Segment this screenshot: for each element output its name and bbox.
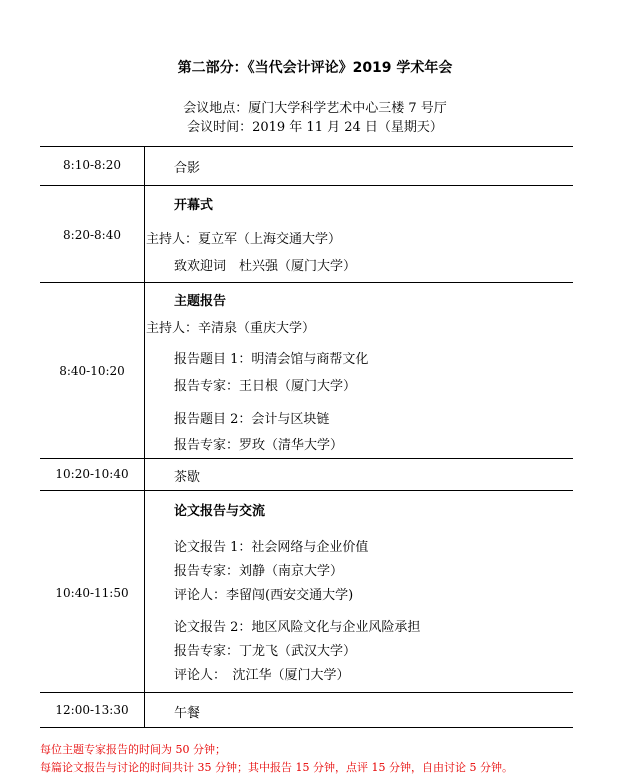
table-rule bbox=[40, 282, 573, 283]
date-line: 会议时间：2019 年 11 月 24 日（星期天） bbox=[187, 120, 443, 135]
session-host: 主持人：辛清泉（重庆大学） bbox=[146, 321, 316, 336]
session-heading: 开幕式 bbox=[174, 198, 214, 213]
footnote: 每位主题专家报告的时间为 50 分钟； bbox=[40, 743, 226, 756]
session-line: 报告专家：刘静（南京大学） bbox=[174, 564, 344, 579]
time-cell: 12:00-13:30 bbox=[55, 703, 129, 717]
time-cell: 10:20-10:40 bbox=[55, 467, 129, 481]
session-line: 报告专家：王日根（厦门大学） bbox=[174, 379, 357, 394]
venue-line: 会议地点：厦门大学科学艺术中心三楼 7 号厅 bbox=[183, 101, 447, 116]
footnote: 每篇论文报告与讨论的时间共计 35 分钟；其中报告 15 分钟，点评 15 分钟，自由讨论 5 分钟。 bbox=[40, 761, 513, 774]
session-line: 论文报告 1：社会网络与企业价值 bbox=[174, 540, 369, 555]
session-heading: 主题报告 bbox=[174, 294, 227, 309]
time-cell: 8:20-8:40 bbox=[63, 228, 121, 242]
page-title: 第二部分：《当代会计评论》2019 学术年会 bbox=[177, 60, 453, 76]
session-host: 主持人：夏立军（上海交通大学） bbox=[146, 232, 342, 247]
session-line: 论文报告 2：地区风险文化与企业风险承担 bbox=[174, 620, 421, 635]
activity-label: 午餐 bbox=[174, 706, 201, 721]
table-rule bbox=[40, 692, 573, 693]
time-cell: 8:40-10:20 bbox=[59, 364, 125, 378]
session-line: 评论人：李留闯(西安交通大学) bbox=[174, 588, 354, 603]
session-line: 评论人： 沈江华（厦门大学） bbox=[174, 668, 350, 683]
activity-label: 茶歇 bbox=[174, 470, 201, 485]
activity-label: 合影 bbox=[174, 161, 201, 176]
table-rule bbox=[40, 727, 573, 728]
session-line: 致欢迎词 杜兴强（厦门大学） bbox=[174, 259, 357, 274]
table-rule bbox=[40, 146, 573, 147]
time-cell: 10:40-11:50 bbox=[55, 586, 129, 600]
session-line: 报告专家：罗玫（清华大学） bbox=[174, 438, 344, 453]
time-cell: 8:10-8:20 bbox=[63, 158, 121, 172]
session-line: 报告题目 1：明清会馆与商帮文化 bbox=[174, 352, 369, 367]
session-line: 报告题目 2：会计与区块链 bbox=[174, 412, 330, 427]
session-heading: 论文报告与交流 bbox=[174, 504, 266, 519]
table-rule bbox=[40, 458, 573, 459]
table-rule bbox=[40, 185, 573, 186]
session-line: 报告专家：丁龙飞（武汉大学） bbox=[174, 644, 357, 659]
column-divider bbox=[144, 146, 145, 727]
table-rule bbox=[40, 490, 573, 491]
